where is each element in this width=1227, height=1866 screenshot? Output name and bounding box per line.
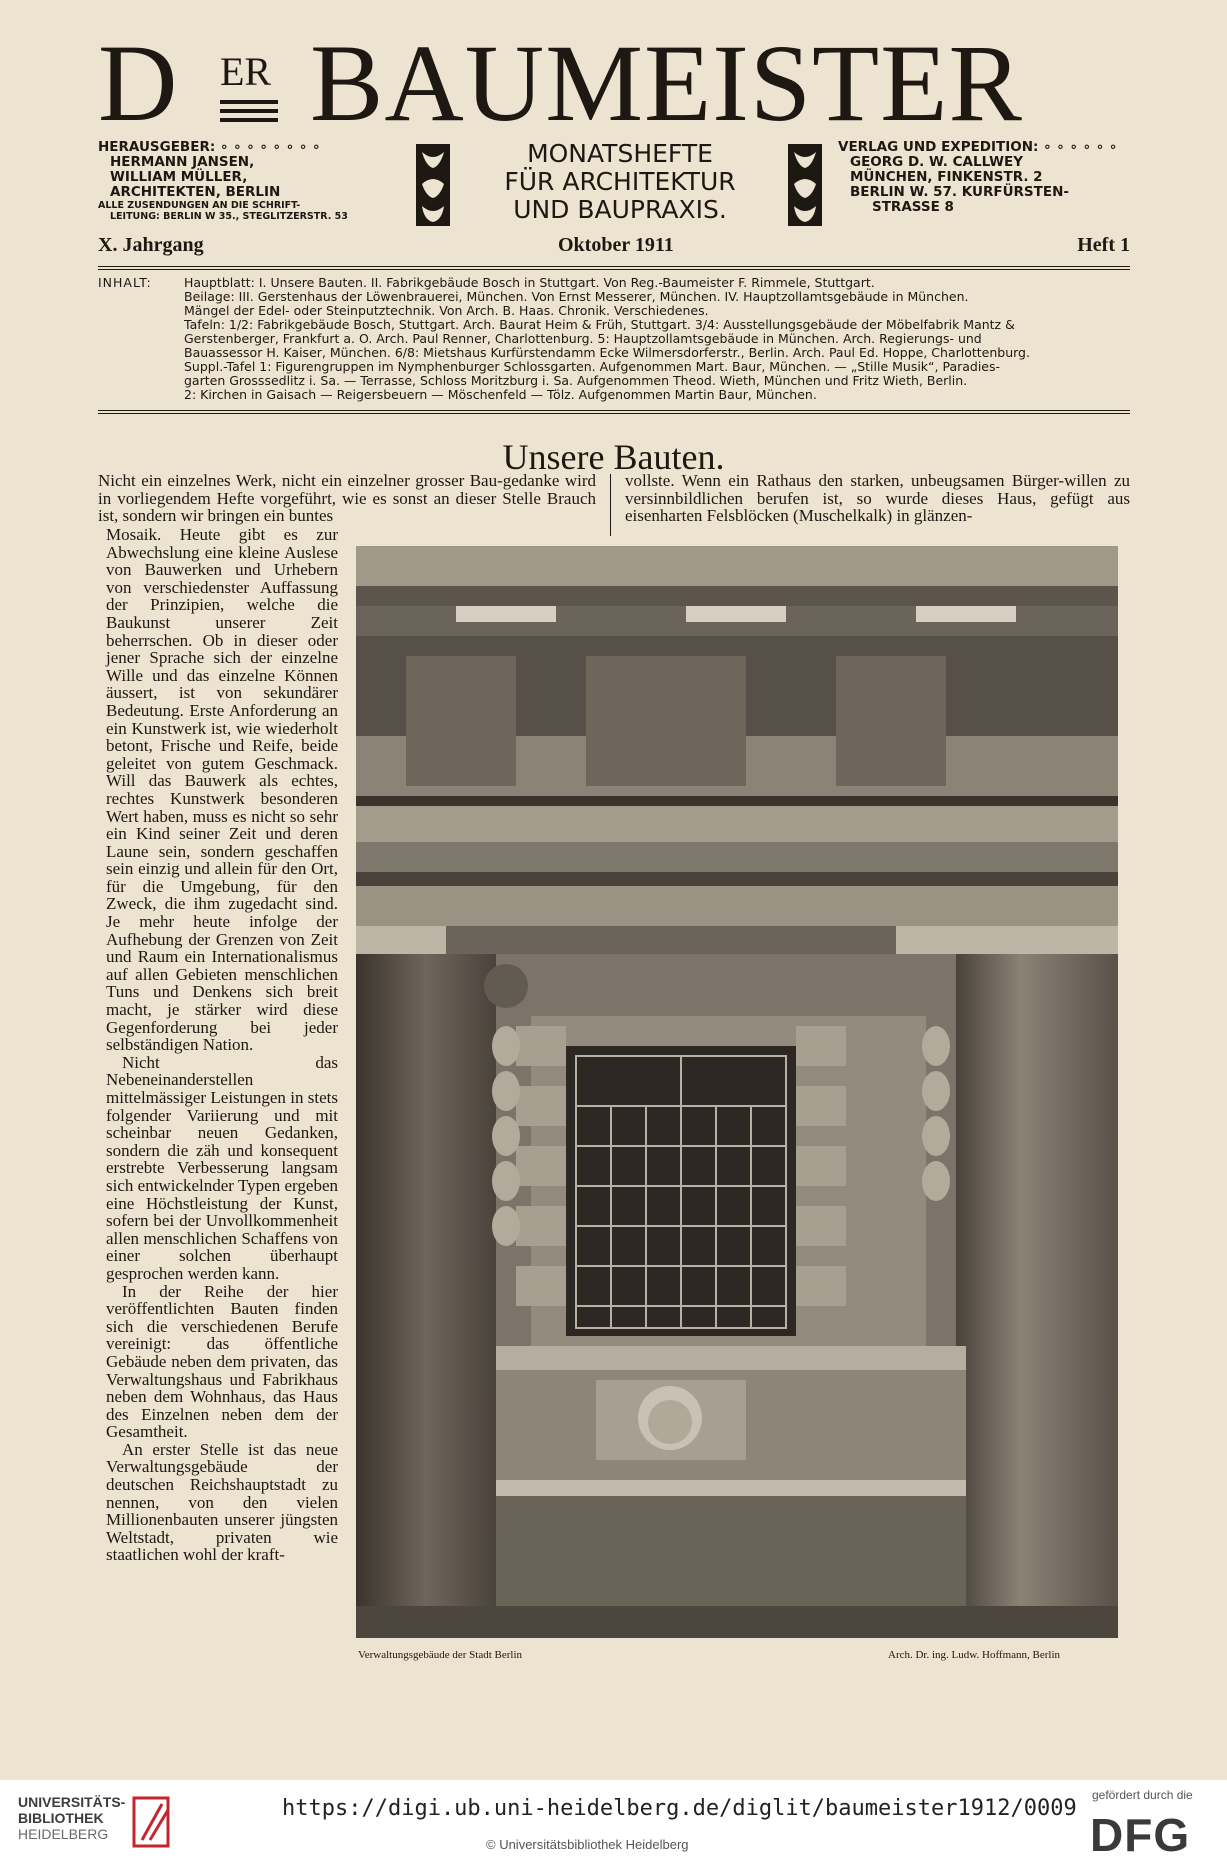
- contents-line: Bauassessor H. Kaiser, München. 6/8: Mietshaus Kurfürstendamm Ecke Wilmersdorferstr., Berlin. Arch. Paul Ed. Hoppe, Charlottenburg.: [184, 346, 1030, 360]
- intro-left-column: Nicht ein einzelnes Werk, nicht ein einzelner grosser Bau-gedanke wird in vorliegendem Hefte vorgeführt, wie es sonst an dieser Stelle Brauch ist, sondern wir bringen ein buntes: [98, 471, 596, 526]
- library-name: [18, 1794, 125, 1842]
- contents-line: Tafeln: 1/2: Fabrikgebäude Bosch, Stuttgart. Arch. Baurat Heim & Früh, Stuttgart. 3/4: Ausstellungsgebäude der Möbelfabrik Mantz &: [184, 318, 1015, 332]
- issue-info: [98, 234, 1130, 260]
- dfg-logo: DFG: [1090, 1809, 1191, 1861]
- masthead-title: BAUMEISTER: [310, 22, 1023, 144]
- library-line: BIBLIOTHEK: [18, 1810, 104, 1826]
- article-title: Unsere Bauten.: [502, 437, 725, 477]
- publisher-right-line: BERLIN W. 57. KURFÜRSTEN-: [850, 184, 1069, 200]
- permalink[interactable]: https://digi.ub.uni-heidelberg.de/diglit/baumeister1912/0009: [282, 1796, 1077, 1821]
- publisher-right-line: GEORG D. W. CALLWEY: [850, 154, 1024, 170]
- subtitle: [462, 140, 778, 224]
- article-body: [106, 526, 338, 1564]
- issue-date: Oktober 1911: [558, 234, 674, 256]
- divider: [98, 410, 1130, 414]
- funding-note: gefördert durch die: [1092, 1788, 1193, 1802]
- paragraph: In der Reihe der hier veröffentlichten Bauten finden sich die verschiedenen Berufe vereinigt: das öffentliche Gebäude neben dem privaten, das Verwaltungshaus und Fabrikhaus neben dem Wohnhaus, das Haus des Einzelnen neben dem der Gesamtheit.: [106, 1281, 338, 1442]
- photo-caption: Verwaltungsgebäude der Stadt Berlin: [358, 1649, 523, 1661]
- publisher-left-line: ARCHITEKTEN, BERLIN: [110, 184, 281, 200]
- divider: [98, 266, 1130, 270]
- masthead-er: ER: [220, 49, 272, 94]
- publisher-left-line: HERMANN JANSEN,: [110, 154, 255, 170]
- publisher-right-line: STRASSE 8: [872, 199, 954, 215]
- publisher-left-note: LEITUNG: BERLIN W 35., STEGLITZERSTR. 53: [110, 211, 348, 222]
- library-logo-icon: [128, 1794, 174, 1850]
- publisher-left-note: ALLE ZUSENDUNGEN AN DIE SCHRIFT-: [98, 200, 301, 211]
- contents-line: Beilage: III. Gerstenhaus der Löwenbrauerei, München. Von Ernst Messerer, München. IV. Hauptzollamtsgebäude in München.: [184, 290, 969, 304]
- publisher-left: [98, 140, 398, 222]
- contents-line: Mängel der Edel- oder Steinputztechnik. Von Arch. B. Haas. Chronik. Verschiedenes.: [184, 304, 709, 318]
- contents-line: garten Grosssedlitz i. Sa. — Terrasse, Schloss Moritzburg i. Sa. Aufgenommen Theod. Wieth, München und Fritz Wieth, Berlin.: [184, 374, 968, 388]
- photo-credit: Arch. Dr. ing. Ludw. Hoffmann, Berlin: [888, 1649, 1060, 1661]
- masthead: [98, 22, 1128, 144]
- publisher-left-label: HERAUSGEBER: ∘ ∘ ∘ ∘ ∘ ∘ ∘ ∘: [98, 139, 321, 155]
- library-line: UNIVERSITÄTS-: [18, 1794, 126, 1810]
- publisher-right-label: VERLAG UND EXPEDITION: ∘ ∘ ∘ ∘ ∘ ∘: [838, 139, 1118, 155]
- issue-number: Heft 1: [1077, 234, 1130, 256]
- ornament-right-icon: [786, 142, 824, 228]
- contents-lines: [184, 276, 1130, 402]
- publisher-right: [838, 140, 1138, 215]
- paragraph: An erster Stelle ist das neue Verwaltungsgebäude der deutschen Reichshauptstadt zu nennen, von den vielen Millionenbauten unserer jüngsten Weltstadt, privaten wie staatlichen wohl der kraft-: [106, 1439, 338, 1565]
- publisher-left-line: WILLIAM MÜLLER,: [110, 169, 248, 185]
- masthead-rule-lines: [220, 100, 278, 127]
- building-facade-photo: [356, 546, 1118, 1638]
- paragraph: Mosaik. Heute gibt es zur Abwechslung eine kleine Auslese von Bauwerken und Urhebern von verschiedenster Auffassung der Prinzipien, welche die Baukunst unserer Zeit beherrschen. Ob in dieser oder jener Sprache sich der einzelne Wille und das einzelne Können äussert, ist von sekundärer Bedeutung. Erste Anforderung an ein Kunstwerk ist, wie wiederholt betont, Frische und Reife, beide geleitet von gutem Geschmack. Will das Bauwerk als echtes, rechtes Kunstwerk besonderen Wert haben, muss es nicht so sehr ein Kind seiner Zeit und deren Laune sein, sondern geschaffen sein einzig und allein für den Ort, für die Umgebung, für den Zweck, die ihm zugedacht sind. Je mehr heute infolge der Aufhebung der Grenzen von Zeit und Raum ein Internationalismus auf allen Gebieten menschlichen Tuns und Denkens sich breit macht, je stärker wird diese Gegenforderung bei jeder selbständigen Nation.: [106, 525, 338, 1055]
- publisher-right-line: MÜNCHEN, FINKENSTR. 2: [850, 169, 1043, 185]
- contents-line: 2: Kirchen in Gaisach — Reigersbeuern — Möschenfeld — Tölz. Aufgenommen Martin Baur, München.: [184, 388, 817, 402]
- subtitle-line: UND BAUPRAXIS.: [513, 195, 727, 224]
- library-line: HEIDELBERG: [18, 1826, 109, 1842]
- footer-bar: [0, 1780, 1227, 1866]
- contents-line: Hauptblatt: I. Unsere Bauten. II. Fabrikgebäude Bosch in Stuttgart. Von Reg.-Baumeister F. Rimmele, Stuttgart.: [184, 276, 875, 290]
- paragraph: Nicht das Nebeneinanderstellen mittelmässiger Leistungen in stets folgender Variierung und mit scheinbar neuen Gedanken, sondern die zäh und konsequent erstrebte Verbesserung langsam sich entwickelnder Typen ergeben eine Höchstleistung der Kunst, sofern bei der Unvollkommenheit allen menschlichen Schaffens von einer solchen überhaupt gesprochen werden kann.: [106, 1052, 338, 1283]
- copyright: © Universitätsbibliothek Heidelberg: [486, 1837, 689, 1852]
- subtitle-line: MONATSHEFTE: [527, 139, 713, 168]
- intro-right-column: vollste. Wenn ein Rathaus den starken, unbeugsamen Bürger-willen zu versinnbildlichen berufen ist, so wurde dieses Haus, gefügt aus eisenharten Felsblöcken (Muschelkalk) in glänzen-: [625, 471, 1130, 526]
- subtitle-line: FÜR ARCHITEKTUR: [504, 167, 736, 196]
- volume: X. Jahrgang: [98, 234, 204, 256]
- ornament-left-icon: [414, 142, 452, 228]
- contents-label: INHALT:: [98, 275, 152, 290]
- column-separator: [610, 474, 611, 536]
- contents-line: Suppl.-Tafel 1: Figurengruppen im Nymphenburger Schlossgarten. Aufgenommen Mart. Baur, München. — „Stille Musik“, Paradies-: [184, 360, 1001, 374]
- contents-line: Gerstenberger, Frankfurt a. O. Arch. Paul Renner, Charlottenburg. 5: Hauptzollamtsgebäude in München. Arch. Regierungs- und: [184, 332, 982, 346]
- masthead-d: D: [98, 22, 180, 144]
